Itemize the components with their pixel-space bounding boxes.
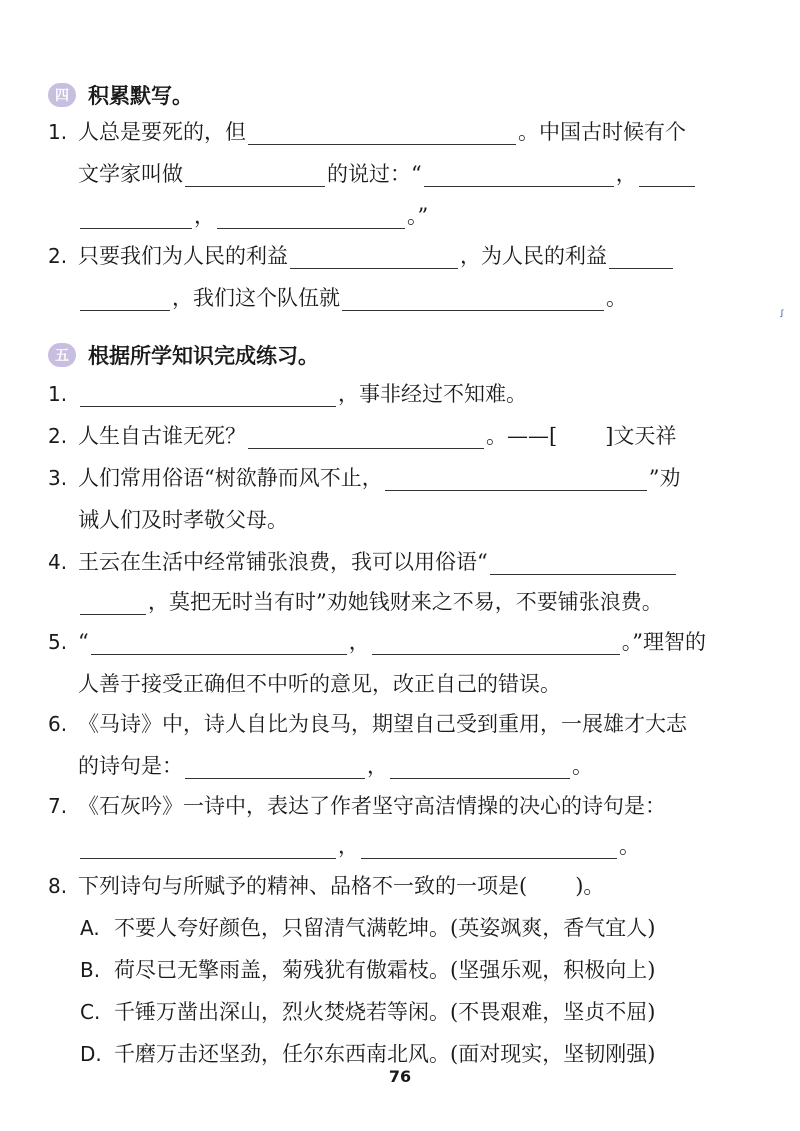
s5-q3-line2 xyxy=(78,504,288,536)
question-text: 的诗句是： xyxy=(78,754,183,778)
answer-blank[interactable] xyxy=(372,632,620,655)
question-text: ， xyxy=(348,630,370,654)
question-text: ，莫把无时当有时”劝她钱财来之不易，不要铺张浪费。 xyxy=(148,590,663,614)
question-text: 《石灰吟》一诗中，表达了作者坚守高洁情操的决心的诗句是： xyxy=(78,794,666,818)
s4-q1-line2 xyxy=(78,158,697,190)
question-number: 2. xyxy=(48,244,68,268)
section-title: 根据所学知识完成练习。 xyxy=(88,344,319,368)
answer-blank[interactable] xyxy=(91,632,347,655)
question-text: 。”理智的 xyxy=(621,630,706,654)
question-text: 《马诗》中，诗人自比为良马，期望自己受到重用，一展雄才大志 xyxy=(78,712,687,736)
answer-blank[interactable] xyxy=(80,836,336,859)
answer-blank[interactable] xyxy=(217,206,405,229)
question-text: ， xyxy=(367,754,388,778)
s5-q3-line1 xyxy=(48,462,681,494)
question-text: “ xyxy=(78,630,89,654)
question-text: ，事非经过不知难。 xyxy=(338,382,527,406)
question-number: 4. xyxy=(48,550,68,574)
answer-blank[interactable] xyxy=(248,426,484,449)
question-text: ，为人民的利益 xyxy=(460,244,607,268)
question-number: 7. xyxy=(48,794,68,818)
question-number: 6. xyxy=(48,712,68,736)
answer-blank[interactable] xyxy=(424,164,614,187)
answer-blank[interactable] xyxy=(639,164,695,187)
answer-blank[interactable] xyxy=(80,592,146,615)
question-text: ， xyxy=(194,204,215,228)
s5-q4-line2 xyxy=(78,586,663,618)
question-text: 人们常用俗语“树欲静而风不止， xyxy=(78,466,383,490)
answer-blank[interactable] xyxy=(80,206,192,229)
question-text: 。” xyxy=(407,204,429,228)
question-text: 。——[ xyxy=(486,424,558,448)
s5-q7-line1 xyxy=(48,790,666,822)
answer-blank[interactable] xyxy=(290,246,458,269)
s4-q1-line1 xyxy=(48,116,686,148)
question-text: 人总是要死的，但 xyxy=(78,120,246,144)
question-text: ，我们这个队伍就 xyxy=(172,286,340,310)
answer-blank[interactable] xyxy=(185,164,325,187)
option-text: 不要人夸好颜色，只留清气满乾坤。(英姿飒爽，香气宜人) xyxy=(114,916,656,940)
answer-blank[interactable] xyxy=(80,384,336,407)
option-letter: C. xyxy=(80,1000,101,1024)
s5-q1 xyxy=(48,378,527,410)
question-text: 的说过：“ xyxy=(327,162,422,186)
question-text: 王云在生活中经常铺张浪费，我可以用俗语“ xyxy=(78,550,488,574)
question-number: 5. xyxy=(48,630,68,654)
option-text: 千锤万凿出深山，烈火焚烧若等闲。(不畏艰难，坚贞不屈) xyxy=(114,1000,656,1024)
question-text: )。 xyxy=(575,874,605,898)
s5-q5-line1 xyxy=(48,626,706,658)
page-number: 76 xyxy=(388,1067,412,1086)
option-b[interactable] xyxy=(80,954,655,986)
question-text: ， xyxy=(615,162,637,186)
question-text: 只要我们为人民的利益 xyxy=(78,244,288,268)
question-text: 人善于接受正确但不中听的意见，改正自己的错误。 xyxy=(78,672,561,696)
answer-blank[interactable] xyxy=(342,288,604,311)
question-text: 。 xyxy=(572,754,593,778)
s4-q2-line1 xyxy=(48,240,675,272)
option-letter: B. xyxy=(80,958,101,982)
s4-q2-line2 xyxy=(78,282,627,314)
option-d[interactable] xyxy=(80,1038,655,1070)
s5-q2 xyxy=(48,420,676,452)
question-number: 8. xyxy=(48,874,68,898)
s4-q1-line3 xyxy=(78,200,428,232)
s5-q5-line2 xyxy=(78,668,561,700)
question-text: 。 xyxy=(619,834,640,858)
question-text: 文学家叫做 xyxy=(78,162,183,186)
section-5-header xyxy=(48,340,319,370)
answer-blank[interactable] xyxy=(248,122,516,145)
question-text: 。中国古时候有个 xyxy=(518,120,686,144)
question-text: 下列诗句与所赋予的精神、品格不一致的一项是( xyxy=(78,874,528,898)
answer-blank[interactable] xyxy=(609,246,673,269)
option-letter: D. xyxy=(80,1042,102,1066)
section-badge: 五 xyxy=(48,343,76,367)
answer-blank[interactable] xyxy=(185,756,365,779)
section-badge: 四 xyxy=(48,83,76,107)
option-a[interactable] xyxy=(80,912,655,944)
option-c[interactable] xyxy=(80,996,655,1028)
answer-blank[interactable] xyxy=(385,468,647,491)
margin-mark: ꭍ xyxy=(780,309,784,320)
question-text: ”劝 xyxy=(648,466,681,490)
s5-q4-line1 xyxy=(48,546,678,578)
s5-q8-stem xyxy=(48,870,604,902)
question-text: ， xyxy=(338,834,359,858)
section-4-header xyxy=(48,80,193,110)
question-number: 2. xyxy=(48,424,68,448)
question-number: 1. xyxy=(48,120,68,144)
s5-q6-line2 xyxy=(78,750,593,782)
s5-q7-line2 xyxy=(78,830,640,862)
option-letter: A. xyxy=(80,916,100,940)
question-number: 1. xyxy=(48,382,68,406)
question-text: ]文天祥 xyxy=(605,424,677,448)
question-text: 。 xyxy=(606,286,627,310)
answer-blank[interactable] xyxy=(490,552,676,575)
question-number: 3. xyxy=(48,466,68,490)
answer-blank[interactable] xyxy=(361,836,617,859)
option-text: 荷尽已无擎雨盖，菊残犹有傲霜枝。(坚强乐观，积极向上) xyxy=(114,958,656,982)
question-text: 人生自古谁无死？ xyxy=(78,424,246,448)
question-text: 诫人们及时孝敬父母。 xyxy=(78,508,288,532)
option-text: 千磨万击还坚劲，任尔东西南北风。(面对现实，坚韧刚强) xyxy=(114,1042,656,1066)
answer-blank[interactable] xyxy=(390,756,570,779)
section-title: 积累默写。 xyxy=(88,84,193,108)
answer-blank[interactable] xyxy=(80,288,170,311)
s5-q6-line1 xyxy=(48,708,687,740)
